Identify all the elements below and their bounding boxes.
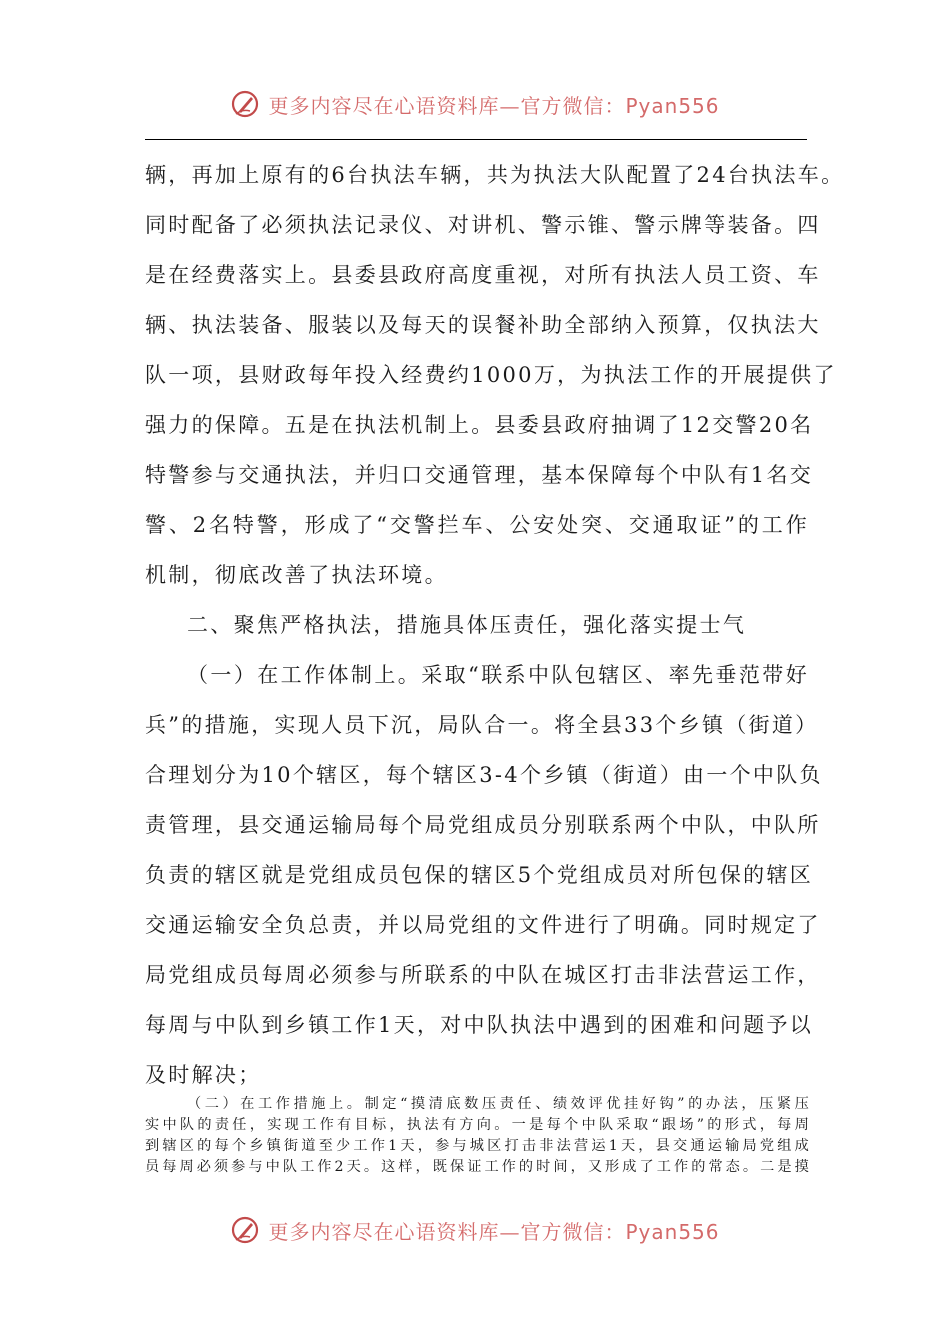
paragraph-line: 合理划分为10个辖区，每个辖区3-4个乡镇（街道）由一个中队负 bbox=[145, 763, 823, 787]
document-body bbox=[145, 150, 845, 1100]
small-paragraph-line: （二）在工作措施上。制定“摸清底数压责任、绩效评优挂好钩”的办法，压紧压 bbox=[187, 1096, 809, 1112]
header-banner bbox=[0, 84, 950, 124]
paragraph-line: （一）在工作体制上。采取“联系中队包辖区、率先垂范带好 bbox=[187, 663, 809, 687]
paragraph-line: 机制，彻底改善了执法环境。 bbox=[145, 563, 448, 587]
footer-banner bbox=[0, 1210, 950, 1250]
pen-logo-icon bbox=[230, 1215, 260, 1245]
small-print-paragraph bbox=[145, 1094, 809, 1178]
paragraph-line: 责管理，县交通运输局每个局党组成员分别联系两个中队，中队所 bbox=[145, 813, 821, 837]
section-heading: 二、聚焦严格执法，措施具体压责任，强化落实提士气 bbox=[187, 613, 747, 637]
paragraph-line: 及时解决； bbox=[145, 1063, 262, 1087]
header-banner-text: 更多内容尽在心语资料库—官方微信：Pyan556 bbox=[268, 93, 720, 118]
paragraph-line: 同时配备了必须执法记录仪、对讲机、警示锥、警示牌等装备。四 bbox=[145, 213, 821, 237]
paragraph-line: 每周与中队到乡镇工作1天，对中队执法中遇到的困难和问题予以 bbox=[145, 1013, 814, 1037]
paragraph-line: 局党组成员每周必须参与所联系的中队在城区打击非法营运工作， bbox=[145, 963, 821, 987]
paragraph-line: 是在经费落实上。县委县政府高度重视，对所有执法人员工资、车 bbox=[145, 263, 821, 287]
pen-logo-icon bbox=[230, 89, 260, 119]
paragraph-line: 交通运输安全负总责，并以局党组的文件进行了明确。同时规定了 bbox=[145, 913, 821, 937]
paragraph-line: 辆、执法装备、服装以及每天的误餐补助全部纳入预算，仅执法大 bbox=[145, 313, 821, 337]
paragraph-line: 辆，再加上原有的6台执法车辆，共为执法大队配置了24台执法车。 bbox=[145, 163, 845, 187]
paragraph-line: 警、2名特警，形成了“交警拦车、公安处突、交通取证”的工作 bbox=[145, 513, 809, 537]
small-paragraph-line: 员每周必须参与中队工作2天。这样，既保证工作的时间，又形成了工作的常态。二是摸 bbox=[145, 1159, 809, 1175]
paragraph-line: 特警参与交通执法，并归口交通管理，基本保障每个中队有1名交 bbox=[145, 463, 814, 487]
paragraph-line: 强力的保障。五是在执法机制上。县委县政府抽调了12交警20名 bbox=[145, 413, 814, 437]
footer-banner-text: 更多内容尽在心语资料库—官方微信：Pyan556 bbox=[268, 1219, 720, 1244]
paragraph-line: 兵”的措施，实现人员下沉，局队合一。将全县33个乡镇（街道） bbox=[145, 713, 819, 737]
paragraph-line: 队一项，县财政每年投入经费约1000万，为执法工作的开展提供了 bbox=[145, 363, 837, 387]
header-divider bbox=[145, 139, 807, 140]
small-paragraph-line: 实中队的责任，实现工作有目标，执法有方向。一是每个中队采取“跟场”的形式，每周 bbox=[145, 1117, 809, 1133]
paragraph-line: 负责的辖区就是党组成员包保的辖区5个党组成员对所包保的辖区 bbox=[145, 863, 814, 887]
small-paragraph-line: 到辖区的每个乡镇街道至少工作1天，参与城区打击非法营运1天，县交通运输局党组成 bbox=[145, 1138, 809, 1154]
